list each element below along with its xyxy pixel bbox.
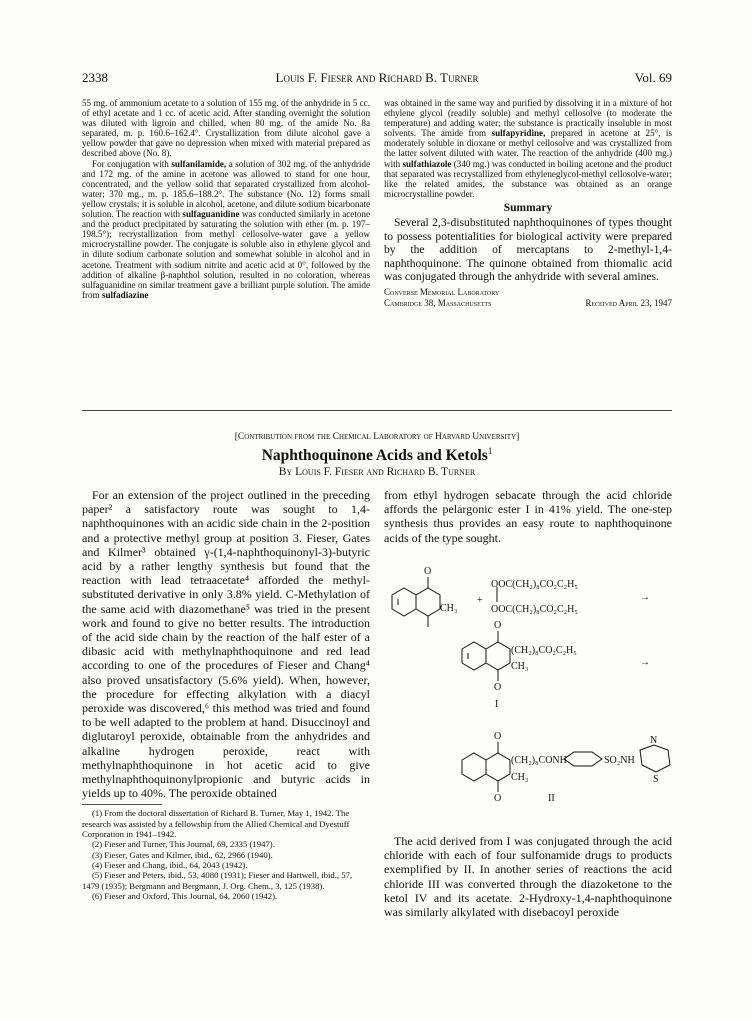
peroxide-upper-label: OOC(CH₂)₈CO₂C₂H₅: [491, 579, 578, 590]
text-run: was obtained in the same way and purified by dissolving it in a mixture of hot ethylene glycol (readily soluble) and methyl cellosolve (to moderate the temperature) and adding water; the substance is practically insoluble in most solvents. The amide from: [384, 98, 672, 139]
body-paragraph: from ethyl hydrogen sebacate through the acid chloride affords the pelargonic ester I in 41% yield. The one-step synthesis thus provides an easy route to naphthoquinone acids of the type sought.: [384, 488, 672, 545]
oxygen-label: O: [494, 793, 502, 804]
footnote: (4) Fieser and Chang, ibid., 64, 2043 (1942).: [92, 859, 248, 870]
received-date: Received April 23, 1947: [585, 297, 672, 308]
footnote-rule: [82, 804, 162, 805]
phenylene-ring: [564, 752, 602, 766]
oxygen-label: O: [494, 682, 502, 693]
running-title: Louis F. Fieser and Richard B. Turner: [275, 70, 479, 85]
reaction-arrow: →: [640, 592, 650, 603]
product-I-benzene-ring: [462, 642, 486, 670]
footnote: (3) Fieser, Gates and Kilmer, ibid., 62, 2966 (1940).: [92, 849, 273, 860]
text-run: a solution of 302 mg. of the anhydride and 172 mg. of the amine in acetone was allowed to stand for one hour, concentrated, and the yellow solid that separated crystallized from alcohol-water; 370 mg., m. p. 185.6–188.2°. The substance (No. 12) forms small yellow crystals; it is soluble in alcohol, acetone, and dilute sodium bicarbonate solution. The reaction with: [82, 158, 370, 220]
summary-text: Several 2,3-disubstituted naphthoquinones of types thought to possess potentialities for biological activity were prepared by the addition of mercaptans to 2-methyl-1,4-naphthoquinone. The quinone obtained from thiomalic acid was conjugated through the anhydride with several amines.: [384, 215, 672, 284]
top-left-column: [82, 98, 370, 300]
left-body-column: [82, 488, 370, 901]
product-II-benzene-ring: [462, 753, 486, 781]
side-chain-label: (CH₂)₈CO₂C₂H₅: [511, 645, 577, 656]
compound-name: sulfathiazole: [402, 158, 452, 169]
footnote: (2) Fieser and Turner, This Journal, 69, 2335 (1947).: [92, 839, 275, 850]
sulfur-label: S: [653, 774, 659, 785]
right-body-continuation: [384, 834, 672, 919]
volume-label: Vol. 69: [634, 70, 672, 85]
compound-name: sulfadiazine: [101, 289, 149, 300]
scheme-labels: [424, 566, 659, 804]
text-run: (340 mg.) was conducted in boiling acetone and the product that separated was recrystallized from ethyleneglycol-methyl cellosolve-water; like the related amides, the substance was obtained as an orange microcrystalline powder.: [384, 158, 672, 199]
footnote: (5) Fieser and Peters, ibid., 53, 4080 (1931); Fieser and Hartwell, ibid., 57, 1479 (1935); Bergmann and Bergmann, J. Org. Chem., 3, 125 (1938).: [82, 870, 353, 891]
sulfonamide-label: SO₂NH: [604, 755, 635, 766]
article-byline: By Louis F. Fieser and Richard B. Turner: [278, 466, 476, 478]
contribution-line: [Contribution from the Chemical Laboratory of Harvard University]: [234, 432, 520, 442]
side-chain-label: (CH₂)₈CONH: [511, 755, 567, 766]
product-II-quinone-ring: [486, 753, 510, 781]
section-divider: [82, 410, 672, 411]
product-I-quinone-ring: [486, 642, 510, 670]
text-run: prepared in acetone at 25°, is moderately soluble in dioxane or methyl cellosolve and was crystallized from the latter solvent diluted with water. The reaction of the anhydride (400 mg.) with: [384, 128, 672, 169]
plus-sign: +: [477, 595, 483, 606]
oxygen-label: O: [494, 731, 502, 742]
oxygen-label: O: [424, 566, 432, 577]
summary-heading: Summary: [503, 201, 553, 214]
compound-name: sulfanilamide,: [171, 158, 227, 169]
laboratory-city: Cambridge 38, Massachusetts: [384, 297, 492, 308]
experimental-paragraph: [384, 98, 672, 199]
methyl-label: CH₃: [511, 661, 529, 672]
thiazole-ring: [640, 745, 670, 772]
laboratory-address-line: [384, 298, 672, 309]
methyl-label: CH₃: [440, 603, 458, 614]
page-number: 2338: [82, 70, 108, 85]
right-body-intro: [384, 488, 672, 545]
compound-label-II: II: [548, 793, 555, 804]
reactant-benzene-ring: [392, 588, 416, 616]
compound-name: sulfaguanidine: [182, 209, 240, 220]
text-run: was conducted similarly in acetone and the product precipitated by saturating the solution with ether (m. p. 197–198.5°); recrystallization from methyl cellosolve-water gave a yellow microcrystalline powder. The conjugate is soluble also in ethylene glycol and in dilute sodium carbonate solution and somewhat soluble in alcohol and in acetone. Treatment with sodium nitrite and acetic acid at 0°, followed by the addition of alkaline β-naphthol solution, resulted in no coloration, whereas sulfaguanidine on similar treatment gave a brilliant purple solution. The amide from: [82, 209, 370, 300]
conjugation-paragraph: [82, 159, 370, 300]
footnotes: [82, 804, 370, 901]
reaction-arrow: →: [640, 657, 650, 668]
compound-label-I: I: [495, 699, 499, 710]
text-run: For conjugation with: [92, 158, 172, 169]
nitrogen-label: N: [650, 735, 658, 746]
footnote: (6) Fieser and Oxford, This Journal, 64, 2060 (1942).: [92, 890, 278, 901]
body-paragraph: For an extension of the project outlined in the preceding paper² a satisfactory route was sought to 1,4-naphthoquinones with an acidic side chain in the 2-position and a protective methyl group at position 3. Fieser, Gates and Kilmer³ obtained γ-(1,4-naphthoquinonyl-3)-butyric acid by a rather lengthy synthesis but found that the reaction with lead tetraacetate⁴ afforded the methyl-substituted derivative in only 3.8% yield. C-Methylation of the same acid with diazomethane⁵ was tried in the present work and found to give no better results. The introduction of the acid side chain by the reaction of the half ester of a dibasic acid with methylnaphthoquinone and red lead according to one of the procedures of Fieser and Chang⁴ also proved unsatisfactory (5.6% yield). When, however, the procedure for effecting alkylation with a diacyl peroxide was discovered,⁶ this method was tried and found to be well adapted to the problem at hand. Disuccinoyl and diglutaroyl peroxide, obtainable from the anhydrides and alkaline hydrogen peroxide, react with methylnaphthoquinone in hot acetic acid to give methylnaphthoquinonylpropionic and butyric acids in yields up to 40%. The peroxide obtained: [82, 488, 370, 801]
footnote: (1) From the doctoral dissertation of Richard B. Turner, May 1, 1942. The research was assisted by a fellowship from the Allied Chemical and Dyestuff Corporation in 1941–1942.: [82, 808, 350, 840]
oxygen-label: O: [494, 620, 502, 631]
page-header: [82, 70, 672, 86]
methyl-label: CH₃: [511, 772, 529, 783]
body-paragraph: The acid derived from I was conjugated through the acid chloride with each of four sulfonamide drugs to products exemplified by II. In another series of reactions the acid chloride III was converted through the diazoketone to the ketol IV and its acetate. 2-Hydroxy-1,4-naphthoquinone was similarly alkylated with disebacoyl peroxide: [384, 834, 672, 920]
title-footnote-ref: 1: [487, 446, 493, 456]
reaction-scheme: [378, 555, 678, 840]
peroxide-lower-label: OOC(CH₂)₈CO₂C₂H₅: [491, 604, 578, 615]
experimental-paragraph: 55 mg. of ammonium acetate to a solution of 155 mg. of the anhydride in 5 cc. of ethyl acetate and 1 cc. of acetic acid. After standing overnight the solution was diluted with ligroin and chilled, when 80 mg. of the amide No. 8a separated, m. p. 160.6–162.4°. Crystallization from dilute alcohol gave a yellow powder that gave no depression when mixed with material prepared as described above (No. 8).: [82, 98, 370, 159]
laboratory-name: Converse Memorial Laboratory: [384, 286, 500, 297]
compound-name: sulfapyridine,: [491, 128, 546, 139]
article-title-text: Naphthoquinone Acids and Ketols: [261, 447, 488, 465]
article-title: [82, 446, 672, 465]
top-right-column: [384, 98, 672, 309]
reactant-quinone-ring: [416, 588, 440, 616]
